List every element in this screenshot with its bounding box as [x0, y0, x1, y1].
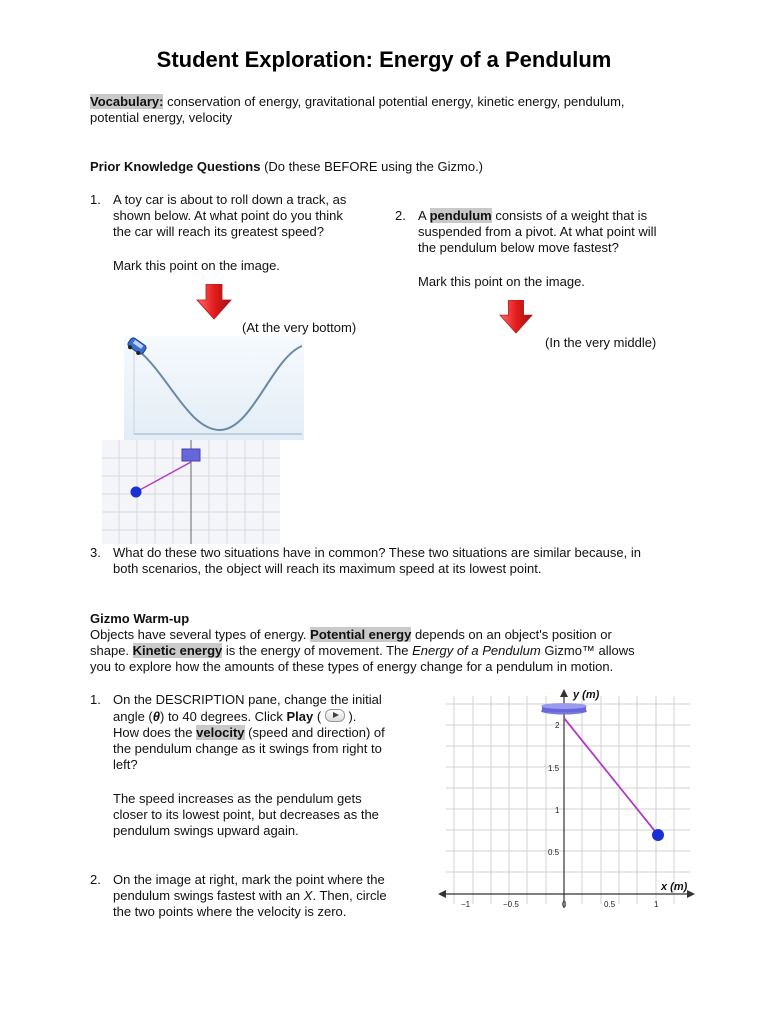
warmup-text: Gizmo™ allows: [544, 643, 635, 658]
x-mark-label: X: [303, 888, 313, 903]
page-title: Student Exploration: Energy of a Pendulum: [156, 47, 612, 72]
x-axis-label: x (m): [661, 881, 688, 893]
warmup-q1-answer-line3: pendulum swings upward again.: [113, 823, 299, 838]
prior-heading-text: Prior Knowledge Questions: [90, 159, 261, 174]
pendulum-graph: [436, 686, 696, 919]
y-tick-label: 1.5: [548, 764, 560, 773]
play-label: Play: [286, 709, 314, 724]
warmup-q1-line5: left?: [113, 757, 138, 772]
prior-q2-line3: the pendulum below move fastest?: [418, 240, 619, 255]
gizmo-name: Energy of a Pendulum: [412, 643, 541, 658]
prior-q2-instruction: Mark this point on the image.: [418, 274, 585, 289]
prior-q1-instruction: Mark this point on the image.: [113, 258, 280, 273]
warmup-q1-line1: On the DESCRIPTION pane, change the initial: [113, 692, 382, 707]
prior-q3-line2: both scenarios, the object will reach its maximum speed at its lowest point.: [113, 561, 542, 576]
pendulum-small-image: [102, 440, 280, 549]
warmup-text: . Then, circle: [312, 888, 387, 903]
warmup-text: is the energy of movement. The: [225, 643, 409, 658]
play-button-icon: [325, 709, 345, 722]
vocabulary-terms-line2: potential energy, velocity: [90, 110, 233, 125]
warmup-text: (: [316, 709, 322, 724]
warmup-q1-line2: [113, 709, 356, 726]
warmup-q2-line2: [113, 888, 387, 905]
toy-car-track-image: [124, 336, 304, 445]
y-tick-label: 1: [555, 806, 560, 815]
warmup-text: ).: [348, 709, 357, 724]
prior-q3-number: 3.: [90, 545, 101, 560]
velocity-term: velocity: [196, 725, 245, 740]
warmup-text: (speed and direction) of: [248, 725, 385, 740]
warmup-text: How does the: [113, 725, 193, 740]
warmup-paragraph-line1: [90, 627, 612, 644]
warmup-q1-line4: the pendulum change as it swings from right to: [113, 741, 382, 756]
prior-q1-line2: shown below. At what point do you think: [113, 208, 343, 223]
x-tick-label: −1: [461, 900, 471, 909]
prior-q2-line2: suspended from a pivot. At what point will: [418, 224, 657, 239]
pendulum-bob: [652, 829, 664, 841]
warmup-q1-answer-line2: closer to its lowest point, but decreases as the: [113, 807, 379, 822]
warmup-text: ) to 40 degrees. Click: [160, 709, 283, 724]
warmup-paragraph-line3: you to explore how the amounts of these types of energy change for a pendulum in motion.: [90, 659, 614, 674]
vocabulary-label: Vocabulary:: [90, 94, 164, 109]
kinetic-energy-term: Kinetic energy: [132, 643, 223, 658]
prior-q2-line1-rest: consists of a weight that is: [495, 208, 648, 223]
warmup-q2-line1: On the image at right, mark the point where the: [113, 872, 385, 887]
pivot-icon: [541, 703, 587, 715]
pendulum-term: pendulum: [429, 208, 492, 223]
vocabulary: [90, 94, 690, 111]
prior-q1-line1: A toy car is about to roll down a track, as: [113, 192, 347, 207]
prior-q1-answer: (At the very bottom): [242, 320, 357, 335]
warmup-text: depends on an object's position or: [414, 627, 612, 642]
prior-q1-number: 1.: [90, 192, 101, 207]
warmup-paragraph-line2: [90, 643, 635, 660]
warmup-q2-number: 2.: [90, 872, 101, 887]
warmup-q1-line3: [113, 725, 385, 742]
y-tick-label: 2: [555, 721, 560, 730]
prior-q3-line1: What do these two situations have in common? These two situations are similar because, in: [113, 545, 641, 560]
prior-q2-number: 2.: [395, 208, 406, 223]
prior-q1-line3: the car will reach its greatest speed?: [113, 224, 324, 239]
prior-q2-answer: (In the very middle): [545, 335, 657, 350]
y-axis-label: y (m): [573, 689, 600, 701]
warmup-text: Objects have several types of energy.: [90, 627, 307, 642]
x-tick-label: 0: [562, 900, 567, 909]
warmup-text: shape.: [90, 643, 130, 658]
theta-symbol: θ: [152, 709, 160, 724]
red-arrow-icon: [499, 300, 533, 334]
vocabulary-terms: conservation of energy, gravitational potential energy, kinetic energy, pendulum,: [167, 94, 625, 109]
prior-knowledge-heading: [90, 159, 483, 176]
potential-energy-term: Potential energy: [310, 627, 412, 642]
prior-q2-line1: [418, 208, 647, 225]
warmup-q1-number: 1.: [90, 692, 101, 707]
x-tick-label: 1: [654, 900, 659, 909]
warmup-text: pendulum swings fastest with an: [113, 888, 301, 903]
y-tick-label: 0.5: [548, 848, 560, 857]
x-tick-label: −0.5: [503, 900, 519, 909]
red-arrow-icon: [196, 284, 232, 320]
warmup-heading: Gizmo Warm-up: [90, 611, 190, 626]
x-tick-label: 0.5: [604, 900, 616, 909]
warmup-text: angle (: [113, 709, 153, 724]
warmup-q2-line3: the two points where the velocity is zero.: [113, 904, 347, 919]
prior-q2-pre: A: [418, 208, 426, 223]
prior-heading-note: (Do these BEFORE using the Gizmo.): [264, 159, 484, 174]
warmup-q1-answer-line1: The speed increases as the pendulum gets: [113, 791, 362, 806]
